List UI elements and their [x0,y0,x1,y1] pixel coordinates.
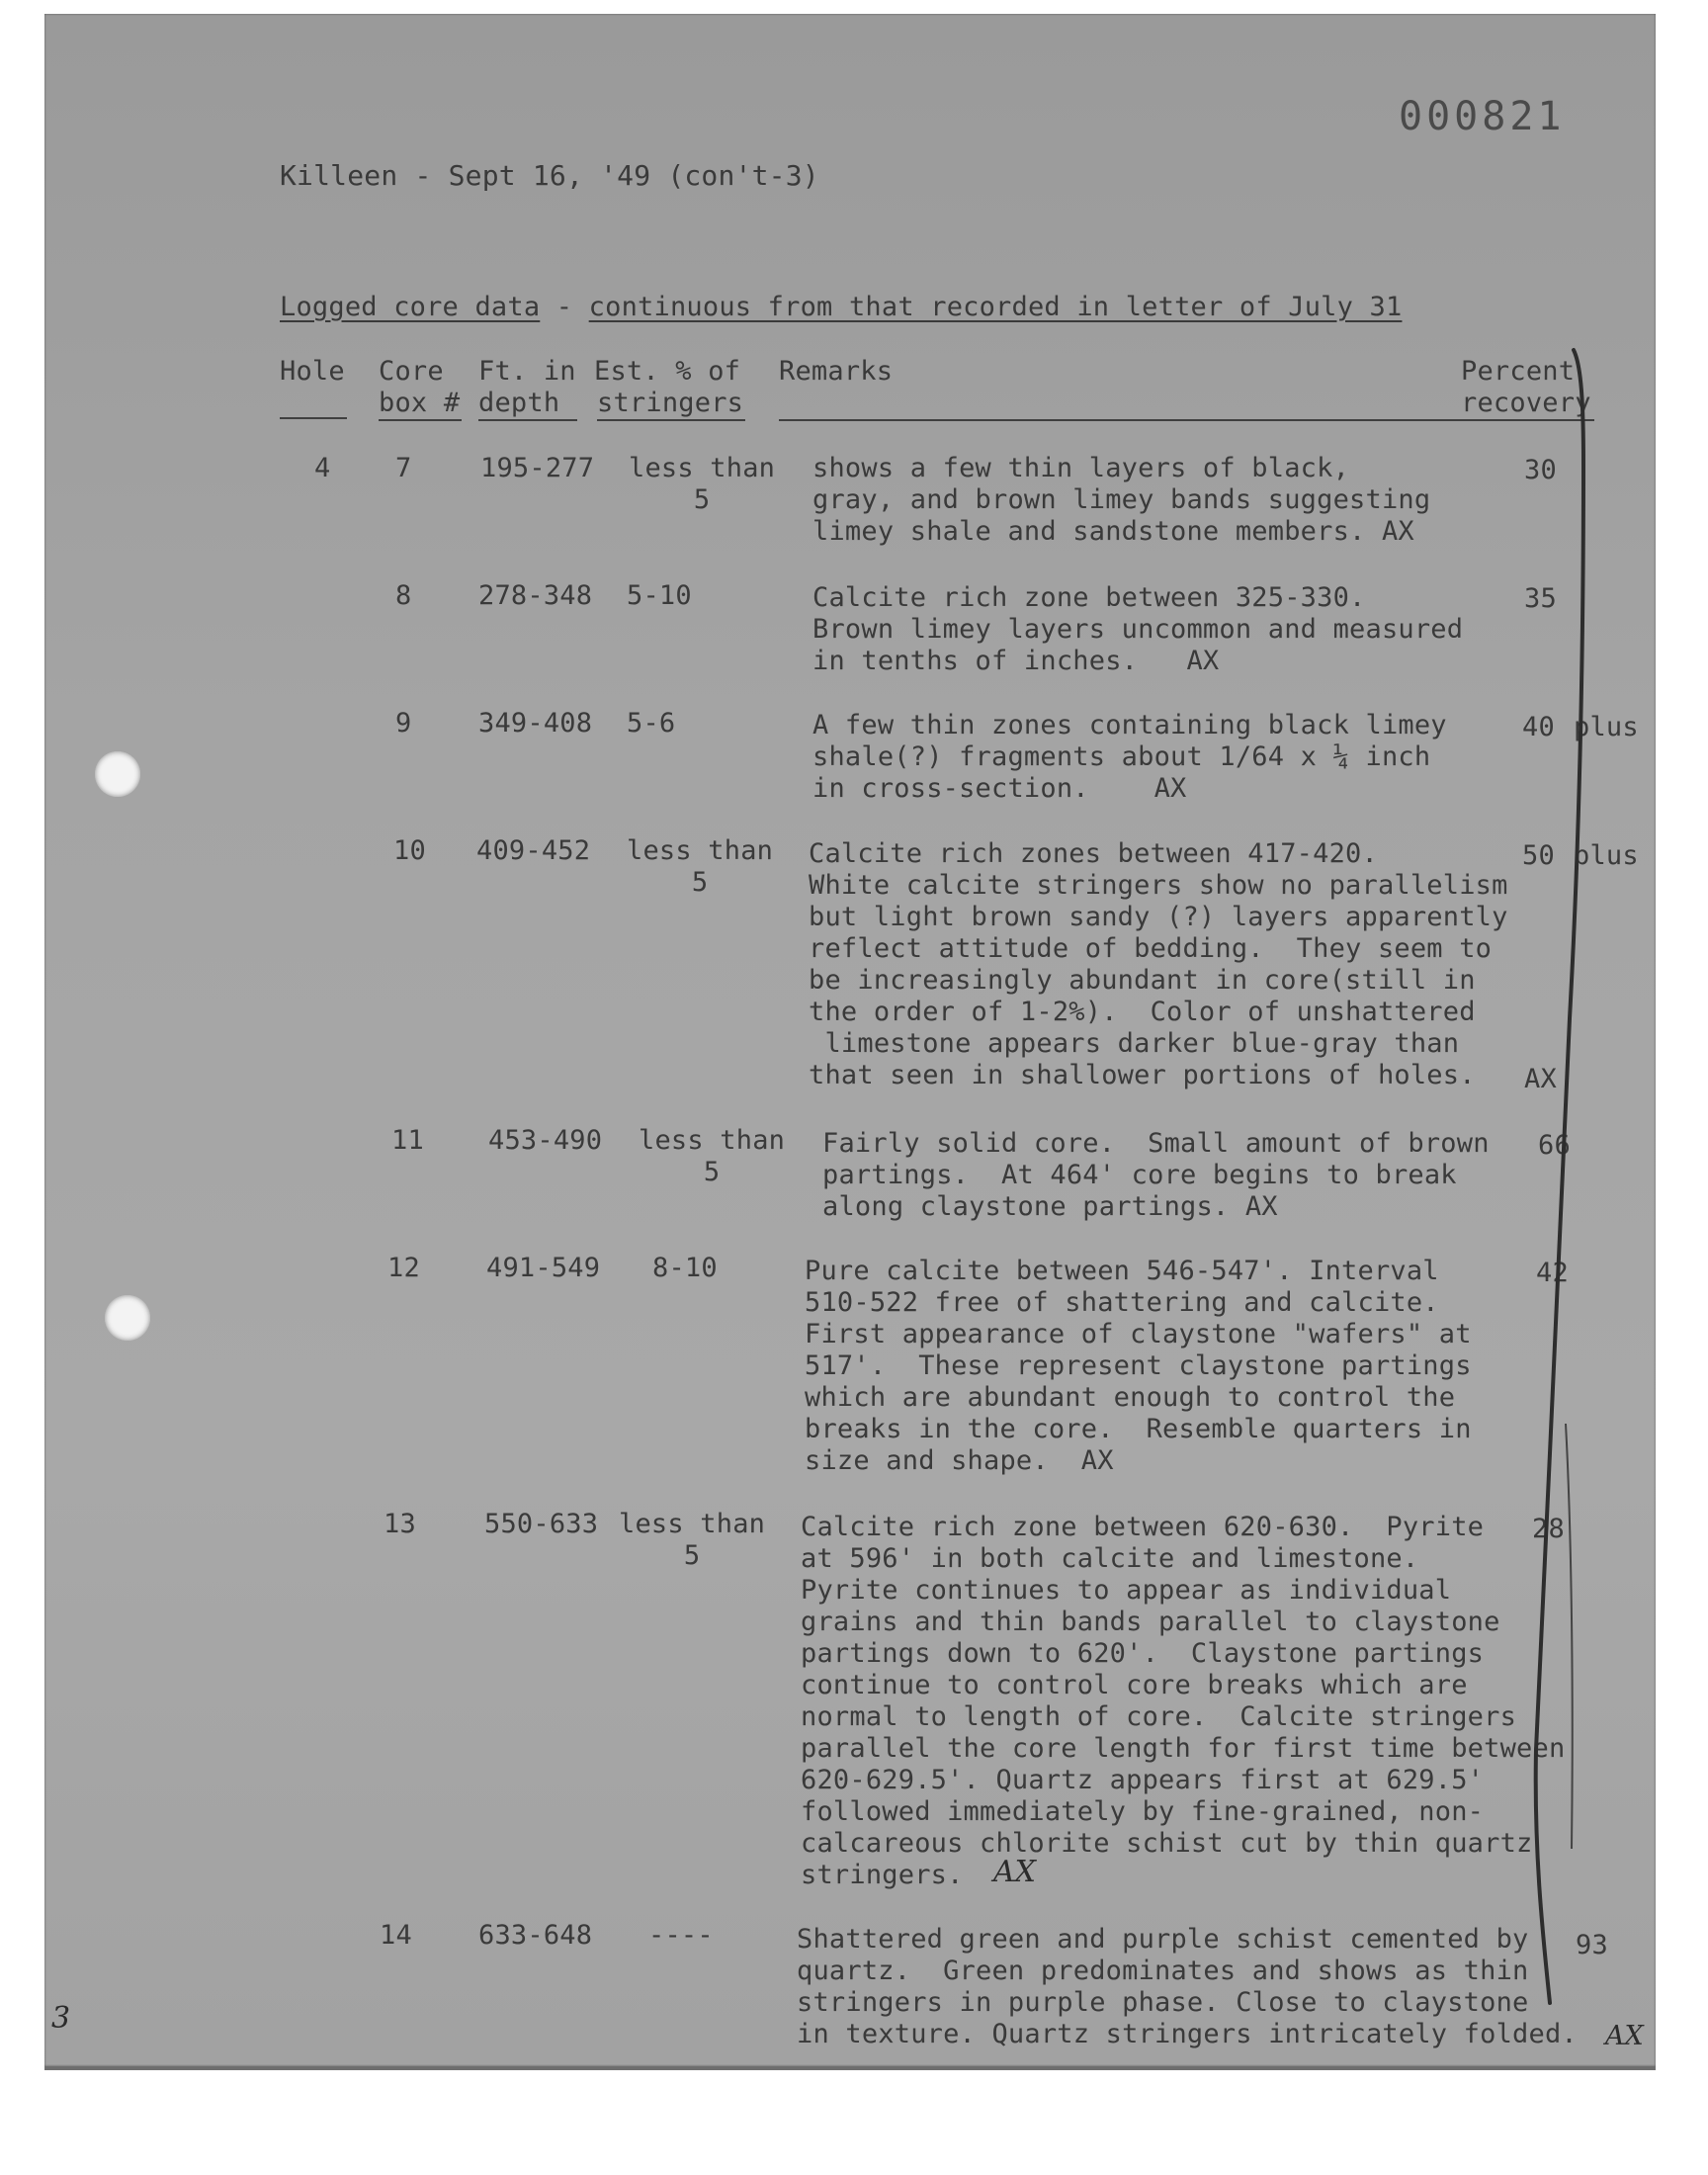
header-stringers-2: stringers [597,388,744,418]
cell-remarks: Shattered green and purple schist cemented by quartz. Green predominates and shows as thin stringers in purple phase. Close to claystone in texture. Quartz stringers intricately folded. [797,1924,1578,2049]
cell-remarks: Pure calcite between 546-547'. Interval 510-522 free of shattering and calcite. First appearance of claystone "wafers" at 517'. These represent claystone partings which are abundant enough to control the breaks in the core. Resemble quarters in size and shape. AX [805,1256,1472,1476]
cell-depth: 278-348 [478,580,593,611]
cell-hole: 4 [314,453,331,483]
cell-box: 8 [395,580,412,611]
header-underline [379,419,462,421]
page-edge [44,2066,1656,2070]
cell-recovery: 93 [1576,1930,1608,1960]
punch-hole [95,751,140,797]
header-depth-1: Ft. in [478,356,576,387]
header-core-box-2: box # [379,388,461,418]
cell-recovery: 35 [1524,583,1557,614]
cell-recovery: 66 [1538,1130,1571,1161]
cell-depth: 491-549 [486,1253,601,1283]
header-recovery-2: recovery [1461,388,1591,418]
cell-stringers: less than 5 [639,1125,786,1187]
cell-stringers: ---- [648,1920,714,1951]
handwritten-initials: AX [1605,2021,1644,2051]
cell-remarks: Calcite rich zones between 417-420. White calcite stringers show no parallelism but light brown sandy (?) layers apparently reflect attitude of bedding. They seem to be increasingly abundant in core(still in the order of 1-2%). Color of unshattered limestone appears darker blue-gray than that seen in shallower portions of holes. [809,838,1508,1090]
cell-stringers: less than 5 [629,453,776,515]
cell-recovery-note: plus [1574,712,1639,742]
cell-remarks: shows a few thin layers of black, gray, and brown limey bands suggesting limey shale and sandstone members. AX [812,453,1431,547]
hand-drawn-margin-line [1522,346,1621,2007]
cell-depth: 195-277 [480,453,595,483]
cell-stringers: less than 5 [627,835,774,898]
handwritten-initials: AX [993,1855,1037,1889]
section-title-part2: continuous from that recorded in letter of July 31 [588,292,1403,322]
header-underline [779,419,1594,421]
header-underline [280,417,347,419]
cell-box: 7 [395,453,412,483]
cell-box: 14 [380,1920,412,1951]
cell-recovery: 40 [1522,712,1555,742]
cell-remarks: Calcite rich zone between 325-330. Brown limey layers uncommon and measured in tenths of inches. AX [812,582,1464,676]
cell-remarks: Calcite rich zone between 620-630. Pyrite at 596' in both calcite and limestone. Pyrite continues to appear as individual grains and thin bands parallel to claystone partings down to 620'. Claystone partings continue to control core breaks which are normal to length of core. Calcite stringers parallel the core length for first time between 620-629.5'. Quartz appears first at 629.5' followed immediately by fine-grained, non- calcareous chlorite schist cut by thin quartz stringers. [801,1512,1566,1890]
document-number: 000821 [1399,94,1566,139]
cell-recovery: 50 [1522,840,1555,871]
cell-stringers: 8-10 [652,1253,718,1283]
cell-depth: 453-490 [488,1125,603,1156]
cell-depth: 633-648 [478,1920,593,1951]
punch-hole [105,1295,150,1341]
section-title-separator: - [540,292,589,322]
header-underline [478,419,577,421]
cell-box: 9 [395,708,412,739]
header-recovery-1: Percent [1461,356,1576,387]
cell-box: 12 [387,1253,420,1283]
header-depth-2: depth [478,388,560,418]
section-title [280,292,1402,323]
header-hole: Hole [280,356,345,387]
header-remarks: Remarks [779,356,894,387]
cell-box: 13 [384,1509,416,1539]
cell-recovery: 30 [1524,455,1557,485]
cell-recovery: 28 [1532,1514,1565,1544]
cell-depth: 349-408 [478,708,593,739]
cell-stringers: 5-6 [627,708,676,739]
cell-remarks: Fairly solid core. Small amount of brown partings. At 464' core begins to break along claystone partings. AX [822,1128,1490,1222]
header-core-box-1: Core [379,356,444,387]
cell-remarks: A few thin zones containing black limey shale(?) fragments about 1/64 x ¼ inch in cross-section. AX [812,710,1447,804]
page-corner-mark: 3 [51,2001,71,2036]
cell-trailing-mark: AX [1524,1064,1557,1094]
header-stringers-1: Est. % of [594,356,741,387]
cell-recovery-note: plus [1574,840,1639,871]
cell-stringers: 5-10 [627,580,692,611]
cell-box: 10 [393,835,426,866]
cell-depth: 409-452 [476,835,591,866]
page-title: Killeen - Sept 16, '49 (con't-3) [280,159,819,192]
cell-box: 11 [391,1125,424,1156]
section-title-part1: Logged core data [280,292,541,322]
cell-depth: 550-633 [484,1509,599,1539]
cell-recovery: 42 [1536,1258,1569,1288]
cell-stringers: less than 5 [619,1509,766,1571]
header-underline [597,419,745,421]
